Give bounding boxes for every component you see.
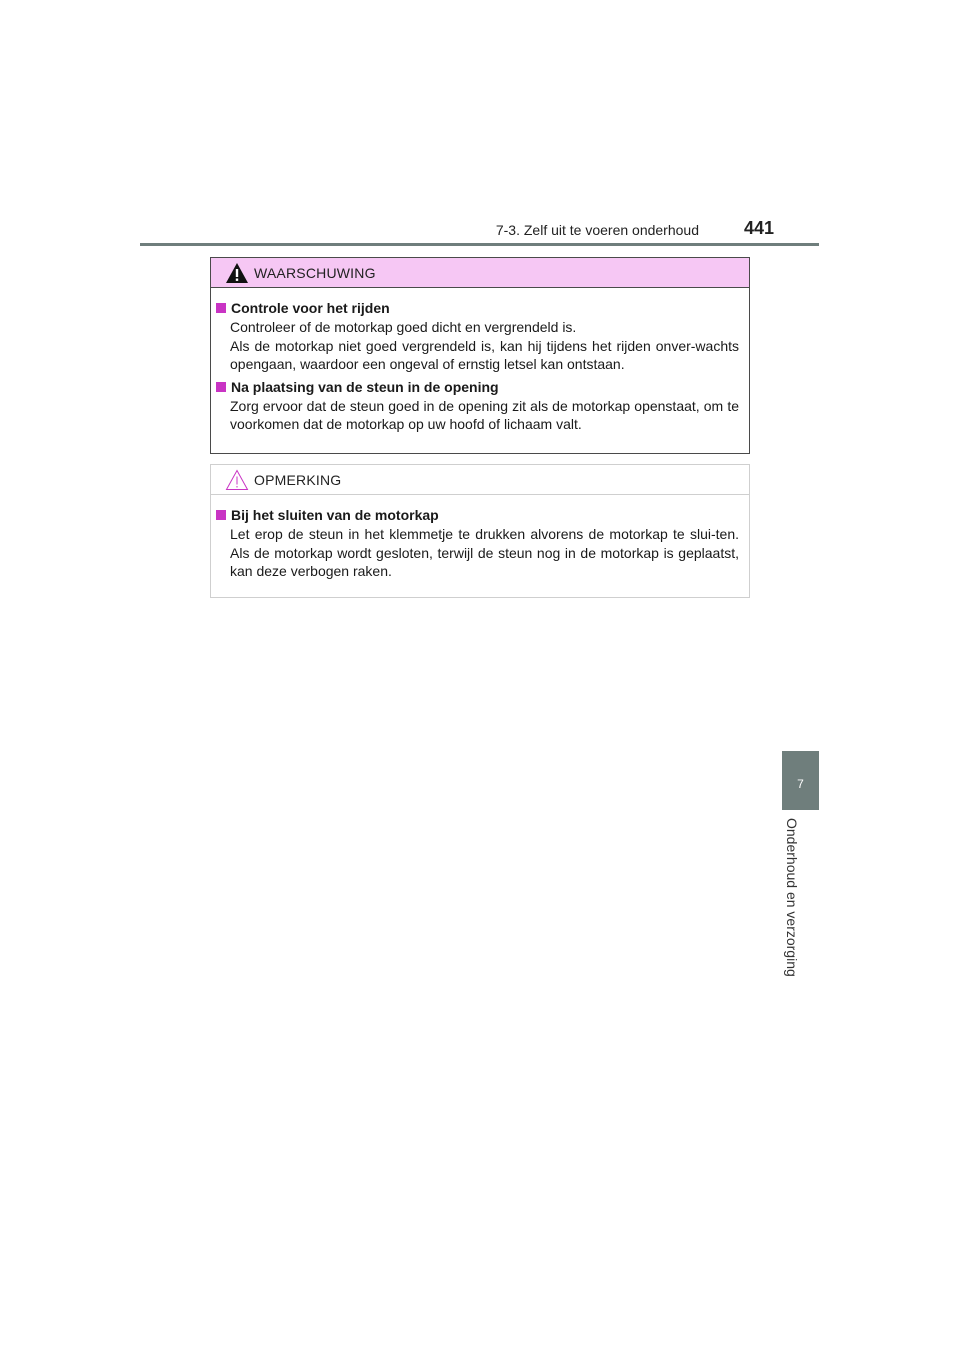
chapter-tab: [782, 751, 819, 810]
page-number: 441: [743, 218, 774, 238]
page-header: [140, 218, 820, 246]
paragraph: Zorg ervoor dat de steun goed in de opening zit als de motorkap openstaat, om te voorkomen dat de motorkap op uw hoofd of lichaam valt.: [230, 397, 739, 432]
warning-item-text: [216, 397, 739, 434]
warning-body: [211, 288, 749, 434]
notice-box: [210, 464, 750, 598]
paragraph: Als de motorkap niet goed vergrendeld is, kan hij tijdens het rijden onver-wachts opengaan, waardoor een ongeval of ernstig letsel kan ontstaan.: [230, 337, 739, 372]
paragraph: Controleer of de motorkap goed dicht en vergrendeld is.: [230, 319, 577, 335]
header-rule: [140, 243, 819, 246]
chapter-number: 7: [797, 777, 804, 791]
caution-triangle-outline-icon: [225, 469, 249, 491]
paragraph: Let erop de steun in het klemmetje te drukken alvorens de motorkap te slui-ten. Als de motorkap wordt gesloten, terwijl de steun nog in de motorkap is geplaatst, kan deze verbogen raken.: [230, 526, 739, 579]
notice-title: OPMERKING: [254, 472, 342, 488]
square-bullet-icon: [216, 382, 226, 392]
notice-header: [211, 465, 749, 495]
notice-item-text: [216, 525, 739, 581]
warning-item-title: Na plaatsing van de steun in de opening: [216, 378, 739, 397]
warning-item-text: [216, 318, 739, 374]
warning-triangle-icon: [225, 262, 249, 284]
warning-header: [211, 258, 749, 288]
section-title: 7-3. Zelf uit te voeren onderhoud: [495, 222, 699, 238]
warning-box: [210, 257, 750, 454]
square-bullet-icon: [216, 510, 226, 520]
chapter-title: Onderhoud en verzorging: [784, 818, 800, 977]
square-bullet-icon: [216, 303, 226, 313]
warning-item-title: Controle voor het rijden: [216, 299, 739, 318]
notice-body: [211, 495, 749, 581]
notice-item-title: Bij het sluiten van de motorkap: [216, 506, 739, 525]
warning-title: WAARSCHUWING: [254, 265, 376, 281]
